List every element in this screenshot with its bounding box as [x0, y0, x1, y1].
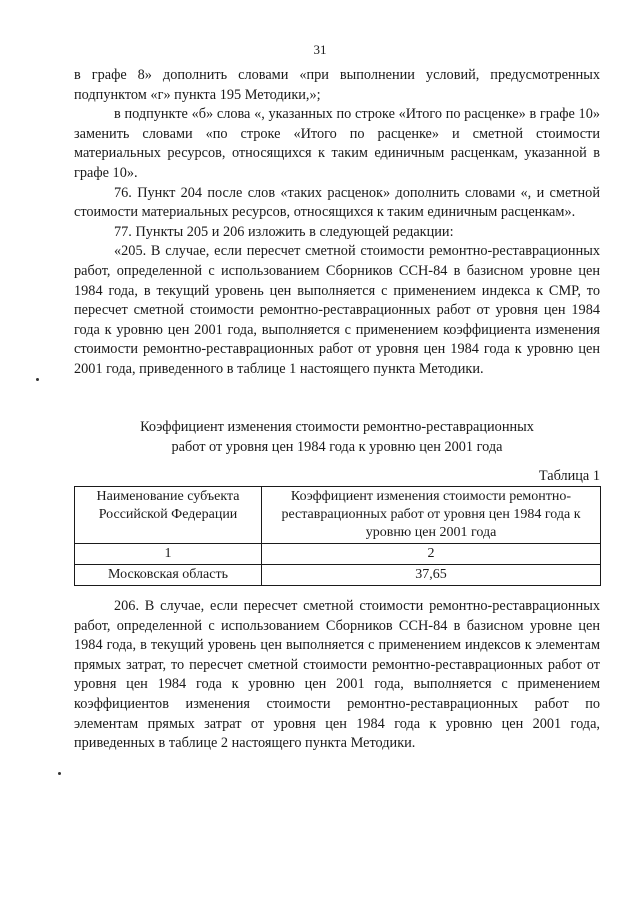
- table-header-row: [75, 487, 601, 544]
- body-text-top: [74, 66, 600, 380]
- table-number-row: [75, 544, 601, 565]
- paragraph: в графе 8» дополнить словами «при выполнении условий, предусмотренных подпунктом «г» пункта 195 Методики,»;: [74, 67, 600, 103]
- paragraph: «205. В случае, если пересчет сметной стоимости ремонтно-реставрационных работ, определенной с использованием Сборников ССН-84 в базисном уровне цен 1984 года, в текущий уровень цен выполняется с применением индекса к СМР, то пересчет сметной стоимости ремонтно-реставрационных работ от уровня цен 1984 года к уровню цен 2001 года, выполняется с применением коэффициента изменения стоимости ремонтно-реставрационных работ от уровня цен 1984 года к уровню цен 2001 года, приведенного в таблице 1 настоящего пункта Методики.: [74, 243, 600, 377]
- table-header-cell: Наименование субъекта Российской Федерации: [75, 487, 262, 544]
- scan-speck: [58, 772, 61, 775]
- paragraph: 77. Пункты 205 и 206 изложить в следующей редакции:: [114, 223, 454, 240]
- table-row: [75, 565, 601, 586]
- table-caption: Таблица 1: [538, 468, 600, 484]
- coefficient-table: [74, 486, 601, 586]
- table-title-line: работ от уровня цен 1984 года к уровню цен 2001 года: [171, 438, 503, 455]
- page-number: 31: [313, 42, 327, 57]
- table-cell: Московская область: [75, 565, 262, 586]
- scan-speck: [36, 378, 39, 381]
- table-cell: 37,65: [262, 565, 601, 586]
- table-cell: 1: [75, 544, 262, 565]
- table-cell: 2: [262, 544, 601, 565]
- paragraph: в подпункте «б» слова «, указанных по строке «Итого по расценке» в графе 10» заменить словами «по строке «Итого по расценке» и сметной стоимости материальных ресурсов, относящихся к таким единичным расценкам, указанной в графе 10».: [74, 106, 600, 181]
- table-header-cell: Коэффициент изменения стоимости ремонтно-реставрационных работ от уровня цен 1984 года к уровню цен 2001 года: [262, 487, 601, 544]
- table-title: [74, 418, 600, 457]
- paragraph: 206. В случае, если пересчет сметной стоимости ремонтно-реставрационных работ, определенной с использованием Сборников ССН-84 в базисном уровне цен 1984 года, в текущий уровень цен выполняется с применением индексов к элементам прямых затрат, то пересчет сметной стоимости ремонтно-реставрационных работ от уровня цен 1984 года к уровню цен 2001 года, выполняется с применением коэффициентов изменения стоимости ремонтно-реставрационных работ по элементам прямых затрат от уровня цен 1984 года к уровню цен 2001 года, приведенных в таблице 2 настоящего пункта Методики.: [74, 598, 600, 752]
- body-text-bottom: [74, 597, 600, 754]
- table-title-line: Коэффициент изменения стоимости ремонтно-реставрационных: [140, 419, 534, 435]
- paragraph: 76. Пункт 204 после слов «таких расценок» дополнить словами «, и сметной стоимости материальных ресурсов, относящихся к таким единичным расценкам».: [74, 184, 600, 221]
